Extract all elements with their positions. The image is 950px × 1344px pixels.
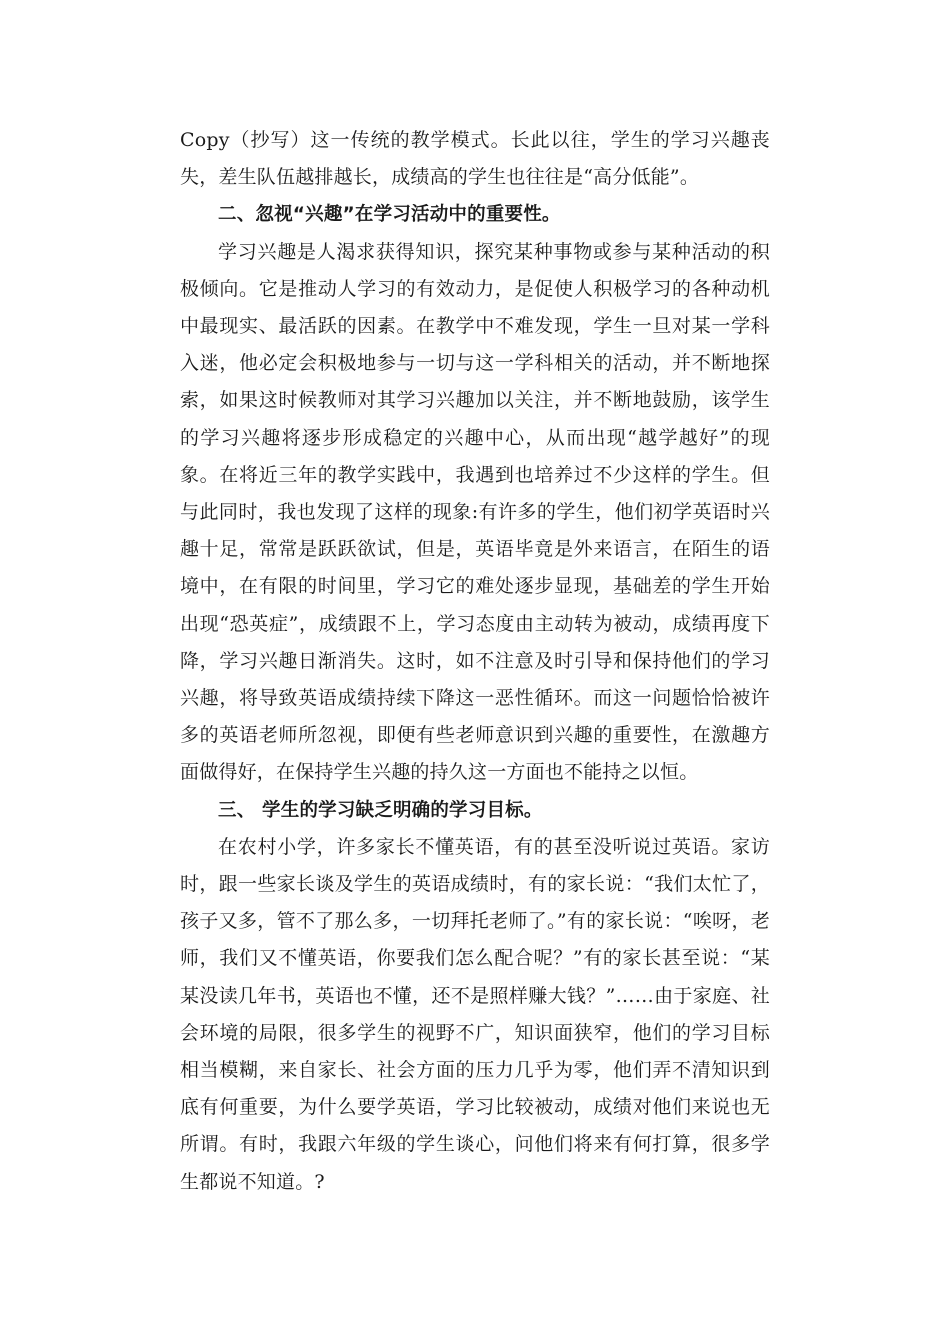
document-body (180, 122, 770, 1201)
paragraph-interest: 学习兴趣是人渴求获得知识，探究某种事物或参与某种活动的积极倾向。它是推动人学习的有效动力，是促使人积极学习的各种动机中最现实、最活跃的因素。在教学中不难发现，学生一旦对某一学科入迷，他必定会积极地参与一切与这一学科相关的活动，并不断地探索，如果这时候教师对其学习兴趣加以关注，并不断地鼓励，该学生的学习兴趣将逐步形成稳定的兴趣中心，从而出现“越学越好”的现象。在将近三年的教学实践中，我遇到也培养过不少这样的学生。但与此同时，我也发现了这样的现象:有许多的学生，他们初学英语时兴趣十足，常常是跃跃欲试，但是，英语毕竟是外来语言，在陌生的语境中，在有限的时间里，学习它的难处逐步显现，基础差的学生开始出现“恐英症”，成绩跟不上，学习态度由主动转为被动，成绩再度下降，学习兴趣日渐消失。这时，如不注意及时引导和保持他们的学习兴趣，将导致英语成绩持续下降这一恶性循环。而这一问题恰恰被许多的英语老师所忽视，即便有些老师意识到兴趣的重要性，在激趣方面做得好，在保持学生兴趣的持久这一方面也不能持之以恒。 (180, 240, 770, 784)
section-heading-goals: 三、 学生的学习缺乏明确的学习目标。 (218, 799, 543, 821)
section-heading-interest: 二、忽视“兴趣”在学习活动中的重要性。 (218, 204, 561, 226)
paragraph-goals: 在农村小学，许多家长不懂英语，有的甚至没听说过英语。家访时，跟一些家长谈及学生的英语成绩时，有的家长说：“我们太忙了，孩子又多，管不了那么多，一切拜托老师了。”有的家长说：“唉呀，老师，我们又不懂英语，你要我们怎么配合呢？”有的家长甚至说：“某某没读几年书，英语也不懂，还不是照样赚大钱？”……由于家庭、社会环境的局限，很多学生的视野不广，知识面狭窄，他们的学习目标相当模糊，来自家长、社会方面的压力几乎为零，他们弄不清知识到底有何重要，为什么要学英语，学习比较被动，成绩对他们来说也无所谓。有时，我跟六年级的学生谈心，问他们将来有何打算，很多学生都说不知道。? (180, 835, 770, 1193)
paragraph-copy-mode: Copy（抄写）这一传统的教学模式。长此以往，学生的学习兴趣丧失，差生队伍越排越长，成绩高的学生也往往是“高分低能”。 (180, 129, 770, 189)
